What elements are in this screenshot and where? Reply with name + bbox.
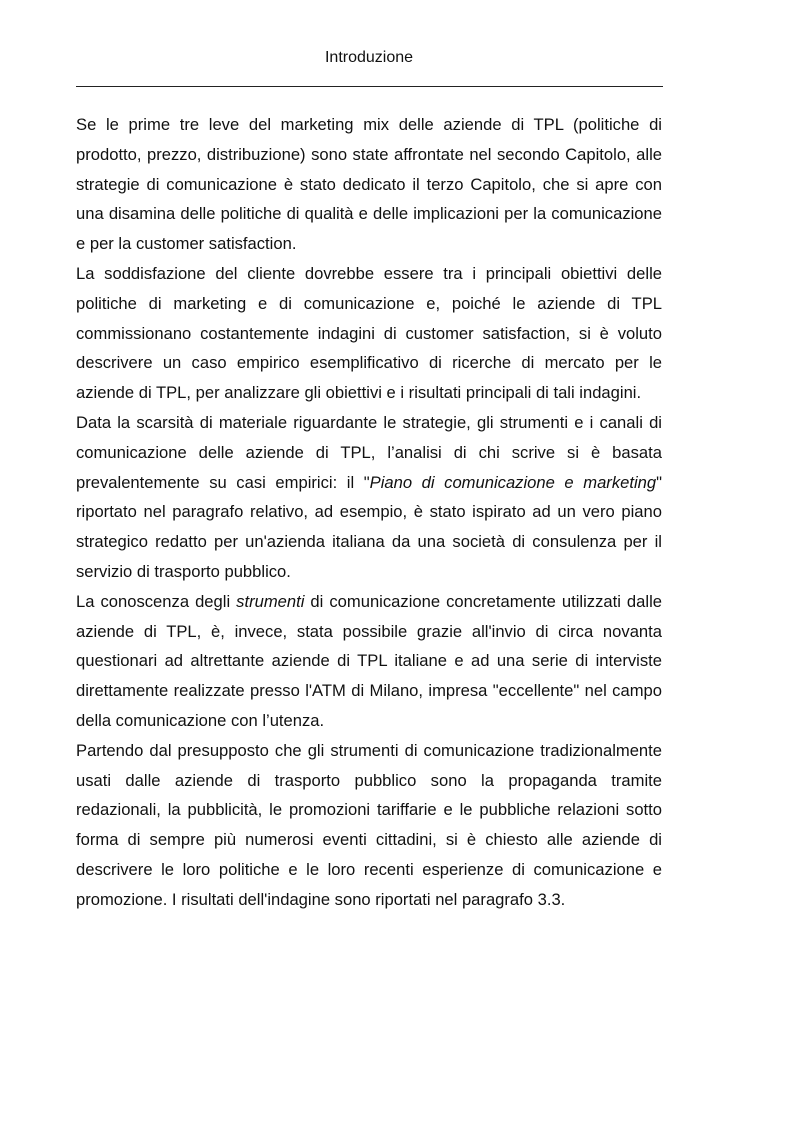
- paragraph-1: Se le prime tre leve del marketing mix delle aziende di TPL (politiche di prodotto, prezzo, distribuzione) sono state affrontate nel secondo Capitolo, alle strategie di comunicazione è stato dedicato il terzo Capitolo, che si apre con una disamina delle politiche di qualità e delle implicazioni per la comunicazione e per la customer satisfaction.: [76, 115, 662, 254]
- paragraph-3-emphasis: Piano di comunicazione e marketing: [369, 472, 657, 492]
- paragraph-4-emphasis: strumenti: [236, 591, 305, 611]
- header-divider: [76, 86, 663, 87]
- paragraph-3-text-start: Data la scarsità di materiale riguardante le strategie, gli strumenti e i canali di comunicazione delle aziende di TPL, l’analisi di chi scrive si è basata prevalentemente su casi empirici: il ": [76, 412, 662, 492]
- page-header-title: Introduzione: [324, 49, 414, 66]
- paragraph-2: La soddisfazione del cliente dovrebbe essere tra i principali obiettivi delle politiche di marketing e di comunicazione e, poiché le aziende di TPL commissionano costantemente indagini di customer satisfaction, si è voluto descrivere un caso empirico esemplificativo di ricerche di mercato per le aziende di TPL, per analizzare gli obiettivi e i risultati principali di tali indagini.: [76, 263, 662, 403]
- paragraph-3-text-end: " riportato nel paragrafo relativo, ad esempio, è stato ispirato ad un vero piano strategico redatto per un'azienda italiana da una società di consulenza per il servizio di trasporto pubblico.: [76, 472, 662, 581]
- paragraph-4-text-start: La conoscenza degli: [76, 591, 237, 611]
- paragraph-5: Partendo dal presupposto che gli strumenti di comunicazione tradizionalmente usati dalle aziende di trasporto pubblico sono la propaganda tramite redazionali, la pubblicità, le promozioni tariffarie e le pubbliche relazioni sotto forma di sempre più numerosi eventi cittadini, si è chiesto alle aziende di descrivere le loro politiche e le loro recenti esperienze di comunicazione e promozione. I risultati dell'indagine sono riportati nel paragrafo 3.3.: [76, 740, 662, 909]
- paragraph-4: [76, 587, 662, 736]
- paragraph-4-text-end: di comunicazione concretamente utilizzati dalle aziende di TPL, è, invece, stata possibile grazie all'invio di circa novanta questionari ad altrettante aziende di TPL italiane e ad una serie di interviste direttamente realizzate presso l'ATM di Milano, impresa "eccellente" nel campo della comunicazione con l’utenza.: [76, 591, 662, 730]
- paragraph-3: [76, 408, 662, 587]
- body-text: [76, 110, 662, 915]
